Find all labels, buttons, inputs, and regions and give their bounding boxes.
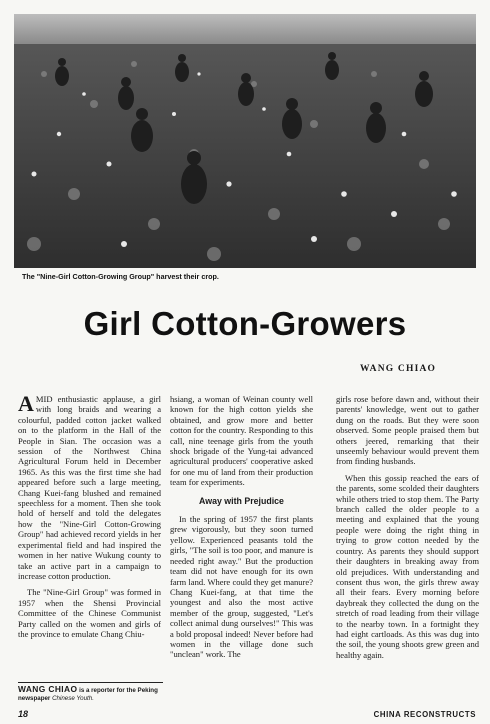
- paragraph: The "Nine-Girl Group" was formed in 1957 when the Shensi Provincial Committee of the Chinese Communist Party called on the women and girls of the province to emulate Chang Chiu-: [18, 587, 161, 639]
- column-3: [336, 394, 479, 666]
- paragraph: [18, 391, 161, 581]
- bio-text: is a reporter for the Peking newspaper: [18, 687, 158, 702]
- section-subhead: Away with Prejudice: [199, 495, 284, 506]
- paragraph: hsiang, a woman of Weinan county well known for the high cotton yields she obtained, and grow more and better cotton for the country. Responding to this call, nine teenage girls from the youth shock brigade of the Yung-tai advanced agricultural producers' cooperative asked for one mu of land from their production team for experiments.: [170, 394, 313, 488]
- drop-cap: A: [18, 391, 34, 416]
- bio-publication: Chinese Youth.: [52, 694, 94, 702]
- bio-author-name: WANG CHIAO: [18, 684, 78, 694]
- page-number: 18: [18, 709, 29, 719]
- cotton-field-photo: [14, 14, 476, 268]
- paragraph: In the spring of 1957 the first plants grew vigorously, but they soon turned yellow. Experienced peasants told the girls, "The soil is too poor, and manure is needed right away." But the production team did not have enough for its own farm land. Where could they get manure? Chang Kuei-fang, at that time the youngest and also the most active member of the group, suggested, "Let's collect animal dung ourselves!" This was a bold proposal indeed! Never before had women in the village done such "unclean" work. The: [170, 514, 313, 660]
- column-2: [170, 394, 313, 666]
- magazine-name: CHINA RECONSTRUCTS: [373, 710, 476, 719]
- photo-caption: The "Nine-Girl Cotton-Growing Group" harvest their crop.: [22, 272, 219, 281]
- author-byline: WANG CHIAO: [360, 364, 437, 374]
- paragraph: When this gossip reached the ears of the parents, some scolded their daughters while others tried to stop them. The Party branch called the older people to a meeting and explained that the young people were doing the right thing in trying to grow cotton needed by the country. As parents they should support their daughters in breaking away from old prejudices. With understanding and consent thus won, the girls threw away all their fears. Every morning before daybreak they collected the dung on the stretch of road leading from their village to the nearby town. In a fortnight they had eight cartloads. As this was dug into the soil, the young shoots grew green and healthy again.: [336, 472, 479, 660]
- paragraph: girls rose before dawn and, without their parents' knowledge, went out to gather dung on the roads. But they were soon observed. Some people praised them but others jeered, remarking that their unseemly behaviour would prevent them from finding husbands.: [336, 394, 479, 467]
- column-1: [18, 391, 161, 645]
- paragraph-text: MID enthusiastic applause, a girl with long braids and wearing a colourful, padded cotton jacket walked on to the platform in the Hall of the People in Sian. The occasion was a session of the Northwest China Agricultural Forum held in December 1965. As this was the first time she had appeared before such a large meeting, Chang Kuei-fang blushed and remained speechless for a moment. Then she took hold of herself and told the delegates how the "Nine-Girl Cotton-Growing Group" had achieved record yields in her experimental field and had inspired the women in her native Wukung county to take an active part in a campaign to increase cotton production.: [18, 394, 161, 581]
- article-title: Girl Cotton-Growers: [83, 305, 407, 342]
- photo-illustration: [14, 14, 476, 268]
- author-bio: [18, 682, 163, 702]
